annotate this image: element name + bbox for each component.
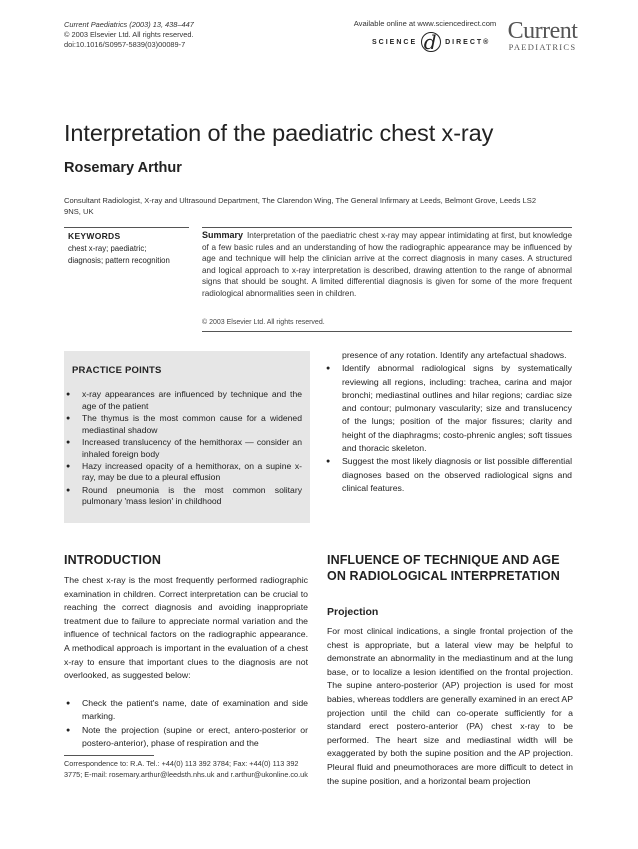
keywords-line-1: chest x-ray; paediatric; (68, 244, 147, 253)
list-item: ● Increased translucency of the hemithorax — consider an inhaled foreign body (64, 437, 302, 460)
influence-heading: INFLUENCE OF TECHNIQUE AND AGE ON RADIOLOGICAL INTERPRETATION (327, 553, 560, 583)
introduction-heading: INTRODUCTION (64, 553, 162, 567)
practice-points-list (64, 389, 302, 509)
keywords-block (68, 231, 193, 268)
summary-rule (202, 227, 572, 228)
correspondence-footnote: Correspondence to: R.A. Tel.: +44(0) 113 392 3784; Fax: +44(0) 113 392 3775; E-mail: rosemary.arthur@leedsth.nhs.uk and r.arthur@ukonline.co.uk (64, 759, 308, 779)
keywords-rule (64, 227, 189, 228)
sciencedirect-logo (372, 32, 490, 52)
approach-list (324, 362, 572, 495)
list-item: ● Note the projection (supine or erect, antero-posterior or postero-anterior), phase of respiration and the (64, 724, 308, 751)
doi-line[interactable]: doi:10.1016/S0957-5839(03)00089-7 (64, 40, 186, 49)
available-online[interactable]: Available online at www.sciencedirect.com (353, 19, 497, 28)
summary-copyright: © 2003 Elsevier Ltd. All rights reserved. (202, 319, 325, 326)
logo-paediatrics: PAEDIATRICS (508, 42, 577, 52)
sd-left-word: SCIENCE (372, 38, 418, 46)
introduction-list (64, 697, 308, 750)
list-item: ● Identify abnormal radiological signs by systematically reviewing all regions, including: trachea, carina and major bronchi; mediastinal outlines and hilar regions; cardiac size and contour; pulmonary vascularity; size and translucency of the lungs; position of the major fissures; clarity and height of the diaphragms; costo-phrenic angles; soft tissues and thoracic skeleton. (324, 362, 572, 455)
journal-header (64, 20, 244, 50)
right-column-top (324, 349, 572, 495)
summary-label: Summary (202, 230, 244, 240)
current-paediatrics-logo (505, 20, 580, 52)
journal-citation: Current Paediatrics (2003) 13, 438–447 (64, 20, 194, 29)
logo-current: Current (507, 18, 578, 44)
author-affiliation: Consultant Radiologist, X-ray and Ultrasound Department, The Clarendon Wing, The General Infirmary at Leeds, Belmont Grove, Leeds LS2 9NS, UK (64, 196, 537, 216)
continuation-text: presence of any rotation. Identify any artefactual shadows. (342, 350, 567, 360)
list-item: ● Round pneumonia is the most common solitary pulmonary 'mass lesion' in childhood (64, 485, 302, 508)
article-title: Interpretation of the paediatric chest x-ray (64, 120, 494, 146)
article-author: Rosemary Arthur (64, 160, 182, 176)
list-item: ● The thymus is the most common cause for a widened mediastinal shadow (64, 413, 302, 436)
summary-bottom-rule (202, 331, 572, 332)
footnote-rule (64, 755, 154, 756)
summary-text: Interpretation of the paediatric chest x-ray may appear intimidating at first, but knowledge of a few basic rules and an understanding of how the radiographic appearance may be influenced by age and technique will help the clinician arrive at the correct diagnosis in many cases. A structured and logical approach to x-ray interpretation is described, drawing attention to the range of abnormal signs that should be sought. A limited differential diagnosis is given for some of the more frequent radiological abnormalities seen in children. (202, 231, 572, 298)
keywords-heading: KEYWORDS (68, 231, 121, 241)
projection-subheading: Projection (327, 606, 379, 618)
rights-line: © 2003 Elsevier Ltd. All rights reserved. (64, 30, 194, 39)
practice-points-heading: PRACTICE POINTS (72, 365, 162, 376)
list-item: ● Check the patient's name, date of examination and side marking. (64, 697, 308, 724)
sd-right-word: DIRECT® (445, 38, 491, 46)
sd-at-icon: d (421, 32, 441, 52)
summary-block (202, 230, 572, 299)
list-item: ● Hazy increased opacity of a hemithorax, on a supine x-ray, may be due to a pleural effusion (64, 461, 302, 484)
list-item: ● x-ray appearances are influenced by technique and the age of the patient (64, 389, 302, 412)
projection-paragraph: For most clinical indications, a single frontal projection of the chest is appropriate, but a lateral view may be helpful to demonstrate an abnormality in the mediastinum and at the lung base, or to localize a lesion identified on the frontal projection. The supine antero-posterior (AP) projection is used for most babies, whereas toddlers are generally examined in an erect AP projection until the child can co-operate sufficiently for a standard erect postero-anterior (PA) chest x-ray to be performed. The heart size and mediastinal width will be exaggerated by both the supine position and the AP projection. Pleural fluid and pneumothoraces are more difficult to detect in the supine position, and a horizontal beam projection (327, 626, 573, 786)
list-item: ● Suggest the most likely diagnosis or list possible differential diagnoses based on the observed radiological signs and clinical features. (324, 455, 572, 495)
introduction-paragraph: The chest x-ray is the most frequently performed radiographic examination in children. Correct interpretation can be crucial to reaching the correct diagnosis and avoiding inappropriate treatment due to failure to appreciate normal variation and the influence of technical factors on the radiographic appearance. A methodical approach is important in the evaluation of a chest x-ray to ensure that important clues to the diagnosis are not overlooked, as suggested below: (64, 575, 308, 681)
keywords-line-2: diagnosis; pattern recognition (68, 256, 170, 266)
practice-points-box (64, 351, 310, 523)
